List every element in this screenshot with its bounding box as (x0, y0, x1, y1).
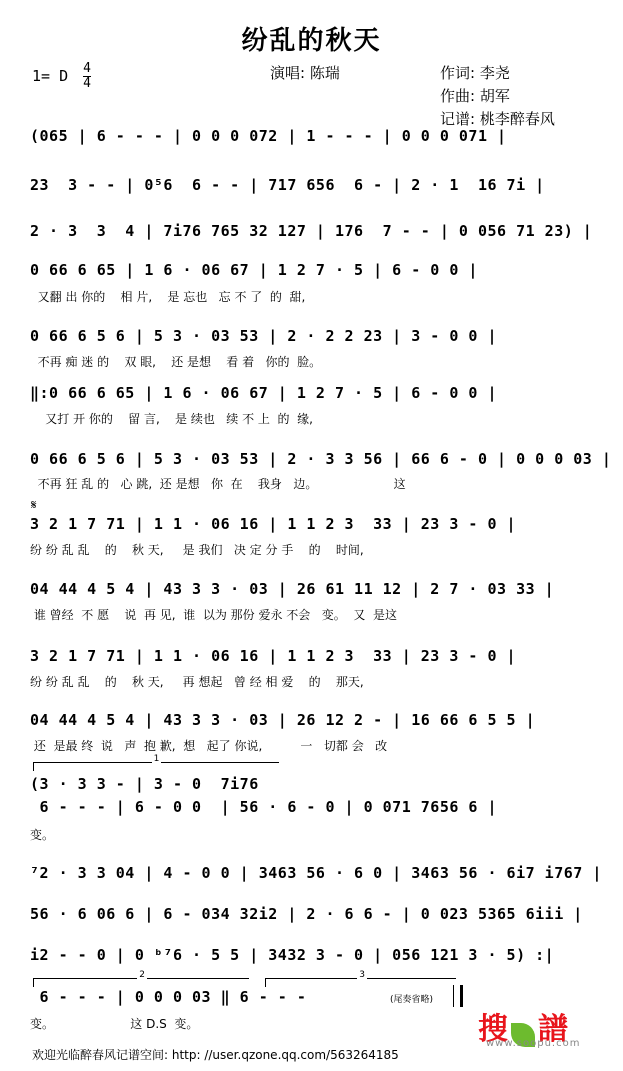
singer-credit: 演唱: 陈瑞 (270, 64, 340, 82)
lyric-line-17: 变。 这 D.S 变。 (30, 1017, 199, 1031)
lyric-line-7: 不再 狂 乱 的 心 跳, 还 是想 你 在 我身 边。 这 (30, 477, 406, 491)
score-line-9: 04 44 4 5 4 | 43 3 3 · 03 | 26 61 11 12 | 2 7 · 03 33 | (30, 580, 555, 598)
lyric-line-13: 变。 (30, 828, 55, 842)
lyric-line-8: 纷 纷 乱 乱 的 秋 天, 是 我们 决 定 分 手 的 时间, (30, 543, 364, 557)
volta-bracket-1 (33, 754, 279, 771)
time-signature (83, 62, 91, 91)
score-line-2: 23 3 - - | 0⁵6 6 - - | 717 656 6 - | 2 · 1 16 7i | (30, 176, 545, 194)
composer-credit: 作曲: 胡军 (440, 87, 510, 105)
transcriber-credit: 记谱: 桃李醉春风 (440, 110, 555, 128)
time-top: 4 (83, 61, 91, 76)
logo-char-2: 譜 (538, 1012, 568, 1047)
volta-label-1: 1 (153, 754, 160, 764)
lyric-line-10: 纷 纷 乱 乱 的 秋 天, 再 想起 曾 经 相 爱 的 那天, (30, 675, 364, 689)
lyricist-credit: 作词: 李尧 (440, 64, 510, 82)
score-line-14: ⁷2 · 3 3 04 | 4 - 0 0 | 3463 56 · 6 0 | 3463 56 · 6i7 i767 | (30, 864, 602, 882)
score-line-17: 6 - - - | 0 0 0 03 ‖ 6 - - - (30, 988, 307, 1006)
logo-char-1: 搜 (478, 1012, 508, 1047)
score-line-4: 0 66 6 65 | 1 6 · 06 67 | 1 2 7 · 5 | 6 - 0 0 | (30, 261, 478, 279)
logo-url: www.soopu.com (486, 1038, 581, 1049)
volta-label-3: 3 (359, 970, 365, 980)
key-signature (32, 62, 91, 91)
score-line-13: 6 - - - | 6 - 0 0 | 56 · 6 - 0 | 0 071 7656 6 | (30, 798, 498, 816)
volta-label-2: 2 (139, 970, 145, 980)
score-line-6: ‖:0 66 6 65 | 1 6 · 06 67 | 1 2 7 · 5 | 6 - 0 0 | (30, 384, 498, 402)
final-barline (453, 985, 463, 1007)
lyric-line-11: 还 是最 终 说 声 抱 歉, 想 起了 你说, 一 切都 会 改 (30, 739, 388, 753)
volta-bracket-3 (265, 970, 456, 987)
score-line-12: (3 · 3 3 - | 3 - 0 7i76 (30, 775, 259, 793)
volta-bracket-2 (33, 970, 249, 987)
site-logo[interactable] (478, 1004, 598, 1056)
score-line-10: 3 2 1 7 71 | 1 1 · 06 16 | 1 1 2 3 33 | 23 3 - 0 | (30, 647, 517, 665)
lyric-line-6: 又打 开 你的 留 言, 是 续也 续 不 上 的 缘, (30, 412, 313, 426)
lyric-line-5: 不再 痴 迷 的 双 眼, 还 是想 看 着 你的 脸。 (30, 355, 322, 369)
score-line-5: 0 66 6 5 6 | 5 3 · 03 53 | 2 · 2 2 23 | 3 - 0 0 | (30, 327, 498, 345)
lyric-line-4: 又翻 出 你的 相 片, 是 忘也 忘 不 了 的 甜, (30, 290, 306, 304)
score-line-11: 04 44 4 5 4 | 43 3 3 · 03 | 26 12 2 - | 16 66 6 5 5 | (30, 711, 536, 729)
time-bottom: 4 (83, 76, 91, 91)
segno-sign: 𝄋 (31, 498, 37, 513)
score-line-15: 56 · 6 06 6 | 6 - 034 32i2 | 2 · 6 6 - | 0 023 5365 6iii | (30, 905, 583, 923)
score-line-16: i2 - - 0 | 0 ᵇ⁷6 · 5 5 | 3432 3 - 0 | 056 121 3 · 5) :| (30, 946, 555, 964)
score-line-1: (065 | 6 - - - | 0 0 0 072 | 1 - - - | 0 0 0 071 | (30, 127, 507, 145)
lyric-line-9: 谁 曾经 不 愿 说 再 见, 谁 以为 那份 爱永 不会 变。 又 是这 (30, 608, 397, 622)
key-label: 1= D (32, 67, 69, 85)
song-title: 纷乱的秋天 (241, 26, 382, 56)
footer-text: 欢迎光临醉春风记谱空间: http: //user.qzone.qq.com/563264185 (32, 1048, 399, 1062)
tail-note: (尾奏省略) (390, 995, 434, 1005)
score-line-7: 0 66 6 5 6 | 5 3 · 03 53 | 2 · 3 3 56 | 66 6 - 0 | 0 0 0 03 | (30, 450, 612, 468)
score-line-8: 3 2 1 7 71 | 1 1 · 06 16 | 1 1 2 3 33 | 23 3 - 0 | (30, 515, 517, 533)
score-line-3: 2 · 3 3 4 | 7i76 765 32 127 | 176 7 - - | 0 056 71 23) | (30, 222, 593, 240)
